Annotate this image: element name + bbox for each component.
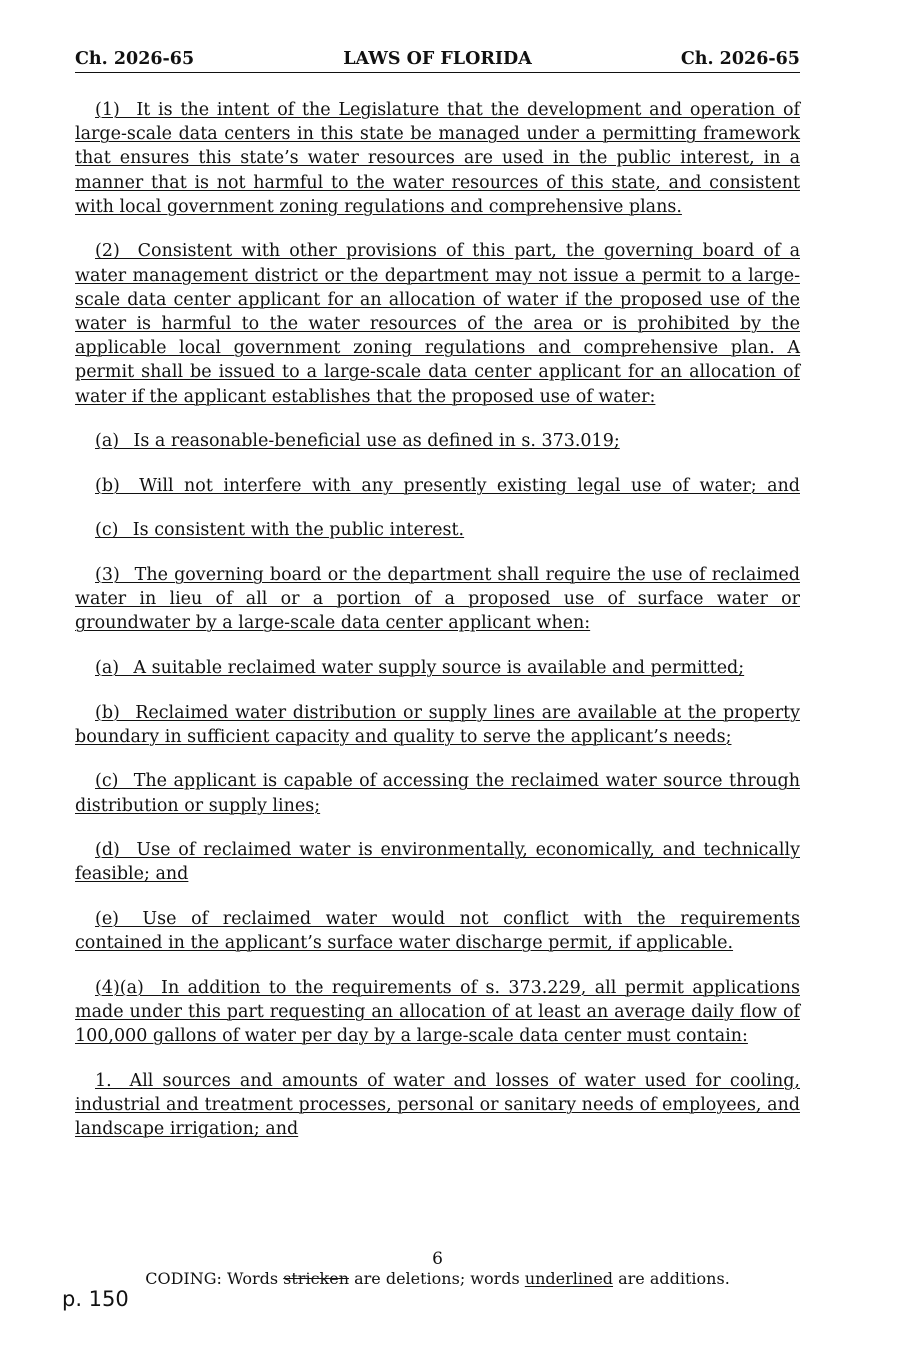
coding-stricken-word: stricken bbox=[283, 1269, 349, 1288]
paragraph-2c: (c) Is consistent with the public interest. bbox=[95, 520, 465, 541]
paragraph-3e: (e) Use of reclaimed water would not conflict with the requirements contained in the applicant’s surface water discharge permit, if applicable. bbox=[75, 908, 800, 954]
coding-prefix: CODING: Words bbox=[145, 1269, 284, 1288]
paragraph-3d: (d) Use of reclaimed water is environmentally, economically, and technically feasible; and bbox=[75, 840, 800, 885]
coding-underlined-word: underlined bbox=[524, 1269, 614, 1288]
page-stamp: p. 150 bbox=[62, 1287, 129, 1311]
header-chapter-left: Ch. 2026-65 bbox=[75, 49, 195, 69]
paragraph-2b: (b) Will not interfere with any presently existing legal use of water; and bbox=[95, 475, 800, 496]
paragraph-3b: (b) Reclaimed water distribution or supply lines are available at the property boundary in sufficient capacity and quality to serve the applicant’s needs; bbox=[75, 702, 800, 747]
paragraph-1: (1) It is the intent of the Legislature that the development and operation of large-scale data centers in this state be managed under a permitting framework that ensures this state’s water resources are used in the public interest, in a manner that is not harmful to the water resources of this state, and consistent with local government zoning regulations and comprehensive plans. bbox=[75, 100, 800, 217]
header-title: LAWS OF FLORIDA bbox=[343, 49, 532, 69]
paragraph-3c: (c) The applicant is capable of accessing the reclaimed water source through distribution or supply lines; bbox=[75, 771, 800, 816]
coding-suffix: are additions. bbox=[613, 1269, 730, 1288]
paragraph-4a-1: 1. All sources and amounts of water and losses of water used for cooling, industrial and treatment processes, personal or sanitary needs of employees, and landscape irrigation; and bbox=[75, 1070, 800, 1140]
coding-legend bbox=[0, 1269, 875, 1288]
header-chapter-right: Ch. 2026-65 bbox=[680, 49, 800, 69]
statute-body bbox=[75, 98, 800, 1141]
paragraph-3a: (a) A suitable reclaimed water supply source is available and permitted; bbox=[95, 658, 745, 678]
paragraph-4a: (4)(a) In addition to the requirements of s. 373.229, all permit applications made under this part requesting an allocation of at least an average daily flow of 100,000 gallons of water per day by a large-scale data center must contain: bbox=[75, 977, 800, 1047]
page-header bbox=[75, 46, 800, 73]
page-number: 6 bbox=[432, 1249, 443, 1269]
coding-middle: are deletions; words bbox=[349, 1269, 525, 1288]
paragraph-2: (2) Consistent with other provisions of this part, the governing board of a water management district or the department may not issue a permit to a large-scale data center applicant for an allocation of water if the proposed use of the water is harmful to the water resources of the area or is prohibited by the applicable local government zoning regulations and comprehensive plan. A permit shall be issued to a large-scale data center applicant for an allocation of water if the applicant establishes that the proposed use of water: bbox=[75, 241, 800, 407]
paragraph-2a: (a) Is a reasonable-beneficial use as defined in s. 373.019; bbox=[95, 431, 620, 452]
paragraph-3: (3) The governing board or the department shall require the use of reclaimed water in lieu of all or a portion of a proposed use of surface water or groundwater by a large-scale data center applicant when: bbox=[75, 565, 800, 634]
